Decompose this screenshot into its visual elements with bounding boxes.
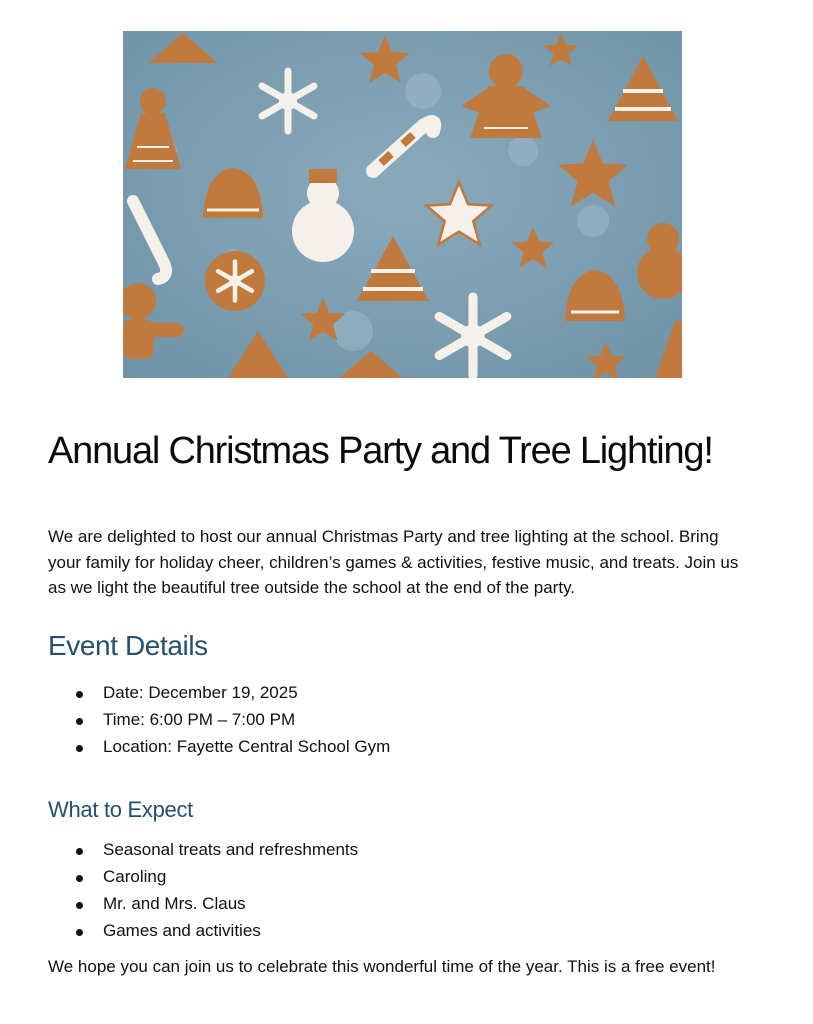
event-details-list [48,680,390,761]
gingerbread-cookies-illustration [123,31,682,378]
list-item: Mr. and Mrs. Claus [48,891,358,918]
event-details-heading: Event Details [48,630,208,661]
intro-paragraph: We are delighted to host our annual Christmas Party and tree lighting at the school. Bring your family for holiday cheer, children’s games & activities, festive music, and treats. Join us as we light the beautiful tree outside the school at the end of the party. [48,527,739,597]
what-to-expect-heading: What to Expect [48,797,193,822]
closing-paragraph: We hope you can join us to celebrate this wonderful time of the year. This is a free event! [48,957,716,976]
list-item-time: Time: 6:00 PM – 7:00 PM [48,707,390,734]
list-item: Seasonal treats and refreshments [48,837,358,864]
list-item: Caroling [48,864,358,891]
list-item-date: Date: December 19, 2025 [48,680,390,707]
list-item-location: Location: Fayette Central School Gym [48,734,390,761]
snowflake-cookie [205,251,265,311]
hero-image [123,31,682,378]
page-title: Annual Christmas Party and Tree Lighting! [48,430,713,472]
what-to-expect-list [48,837,358,945]
list-item: Games and activities [48,918,358,945]
